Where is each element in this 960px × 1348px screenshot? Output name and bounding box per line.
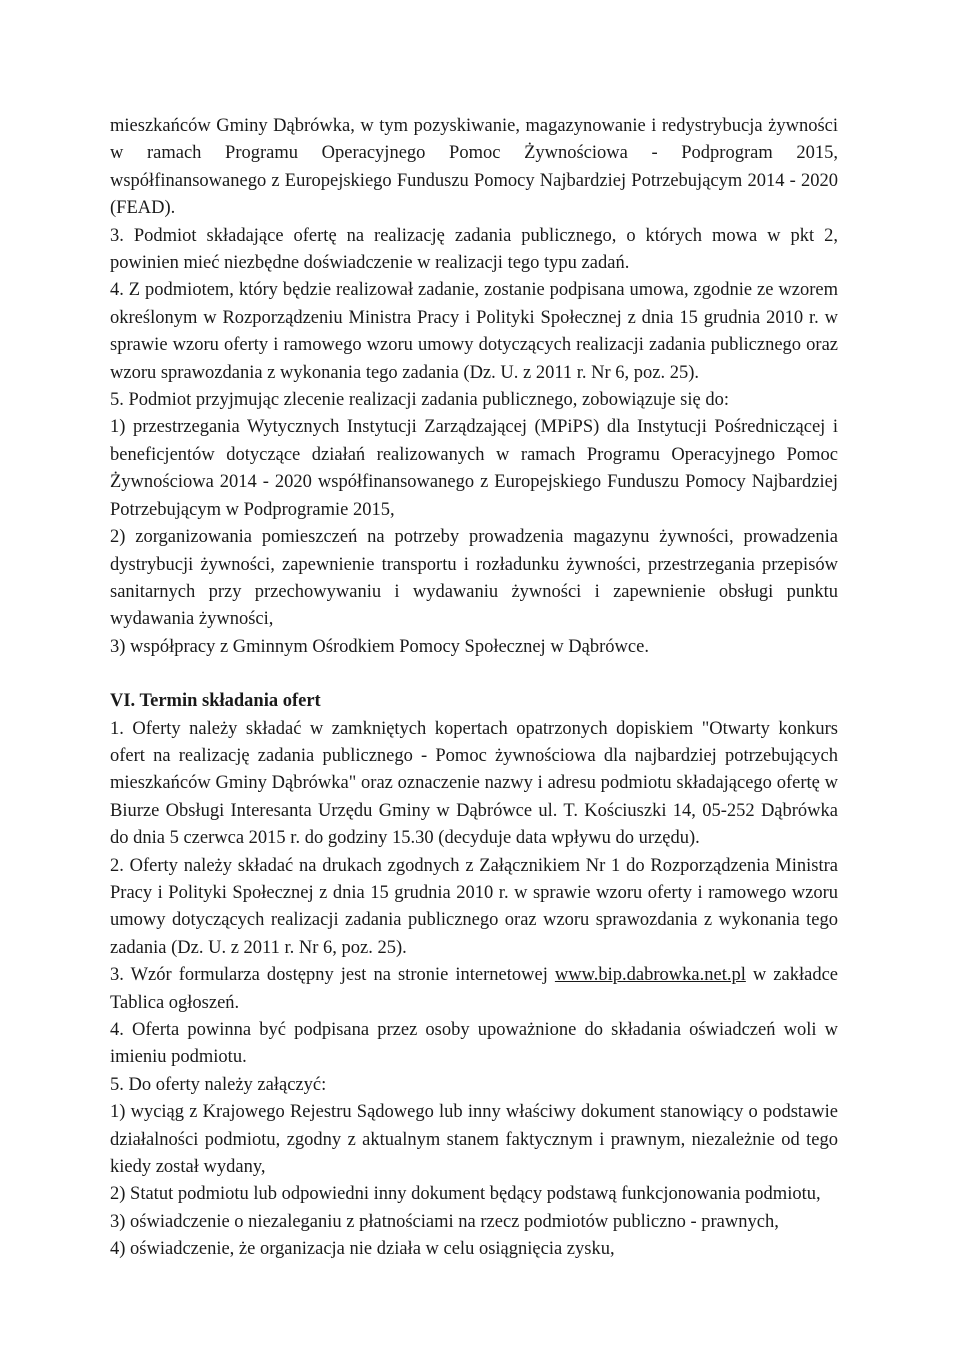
list-item-attachment-1: 1) wyciąg z Krajowego Rejestru Sądowego lub inny właściwy dokument stanowiący o podstawie działalności podmiotu, zgodny z aktualnym stanem faktycznym i prawnym, niezależnie od tego kiedy został wydany, — [110, 1102, 838, 1178]
text-segment: w zakładce Tablica ogłoszeń. — [110, 965, 838, 1013]
paragraph-point-3: 3. Podmiot składające ofertę na realizację zadania publicznego, o których mowa w pkt 2, powinien mieć niezbędne doświadczenie w realizacji tego typu zadań. — [110, 225, 838, 274]
text-segment: 3. Wzór formularza dostępny jest na stronie internetowej — [110, 965, 555, 986]
paragraph-offer-submission-5: 5. Do oferty należy załączyć: — [110, 1074, 327, 1095]
list-item-obligation-1: 1) przestrzegania Wytycznych Instytucji Zarządzającej (MPiPS) dla Instytucji Pośredniczącej i beneficjentów dotyczące działań realizowanych w ramach Programu Operacyjnego Pomoc Żywnościowa 2014 - 2020 współfinansowanego z Europejskiego Funduszu Pomocy Najbardziej Potrzebującym w Podprogramie 2015, — [110, 417, 838, 520]
list-item-attachment-2: 2) Statut podmiotu lub odpowiedni inny dokument będący podstawą funkcjonowania podmiotu, — [110, 1184, 821, 1205]
website-link[interactable]: www.bip.dabrowka.net.pl — [554, 965, 746, 986]
list-item-obligation-3: 3) współpracy z Gminnym Ośrodkiem Pomocy Społecznej w Dąbrówce. — [110, 636, 649, 657]
paragraph-point-4: 4. Z podmiotem, który będzie realizował zadanie, zostanie podpisana umowa, zgodnie ze wzorem określonym w Rozporządzeniu Ministra Pracy i Polityki Społecznej z dnia 15 grudnia 2010 r. w sprawie wzoru oferty i ramowego wzoru umowy dotyczących realizacji zadania publicznego oraz wzoru sprawozdania z wykonania tego zadania (Dz. U. z 2011 r. Nr 6, poz. 25). — [110, 280, 838, 383]
section-heading: VI. Termin składania ofert — [110, 691, 321, 712]
list-item-obligation-2: 2) zorganizowania pomieszczeń na potrzeby prowadzenia magazynu żywności, prowadzenia dystrybucji żywności, zapewnienie transportu i rozładunku żywności, przestrzegania przepisów sanitarnych przy przechowywaniu i wydawaniu żywności i zapewnienie obsługi punktu wydawania żywności, — [110, 527, 838, 630]
paragraph-point-5: 5. Podmiot przyjmując zlecenie realizacji zadania publicznego, zobowiązuje się do: — [110, 390, 729, 411]
paragraph-offer-submission-4: 4. Oferta powinna być podpisana przez osoby upoważnione do składania oświadczeń woli w imieniu podmiotu. — [110, 1020, 838, 1068]
list-item-attachment-3: 3) oświadczenie o niezaleganiu z płatnościami na rzecz podmiotów publiczno - prawnych, — [110, 1211, 779, 1232]
list-item-attachment-4: 4) oświadczenie, że organizacja nie działa w celu osiągnięcia zysku, — [110, 1239, 615, 1260]
paragraph-offer-submission-2: 2. Oferty należy składać na drukach zgodnych z Załącznikiem Nr 1 do Rozporządzenia Ministra Pracy i Polityki Społecznej z dnia 15 grudnia 2010 r. w sprawie wzoru oferty i ramowego wzoru umowy dotyczących realizacji zadania publicznego oraz wzoru sprawozdania z wykonania tego zadania (Dz. U. z 2011 r. Nr 6, poz. 25). — [110, 855, 838, 958]
paragraph-offer-submission-1: 1. Oferty należy składać w zamkniętych kopertach opatrzonych dopiskiem "Otwarty konkurs ofert na realizację zadania publicznego - Pomoc żywnościowa dla najbardziej potrzebujących mieszkańców Gminy Dąbrówka" oraz oznaczenie nazwy i adresu podmiotu składającego ofertę w Biurze Obsługi Interesanta Urzędu Gminy w Dąbrówce ul. T. Kościuszki 14, 05-252 Dąbrówka do dnia 5 czerwca 2015 r. do godziny 15.30 (decyduje data wpływu do urzędu). — [110, 718, 838, 849]
paragraph-offer-submission-3 — [110, 962, 838, 1017]
paragraph-continued-scope: mieszkańców Gminy Dąbrówka, w tym pozyskiwanie, magazynowanie i redystrybucja żywności w ramach Programu Operacyjnego Pomoc Żywnościowa - Podprogram 2015, współfinansowanego z Europejskiego Funduszu Pomocy Najbardziej Potrzebującym 2014 - 2020 (FEAD). — [110, 116, 838, 219]
